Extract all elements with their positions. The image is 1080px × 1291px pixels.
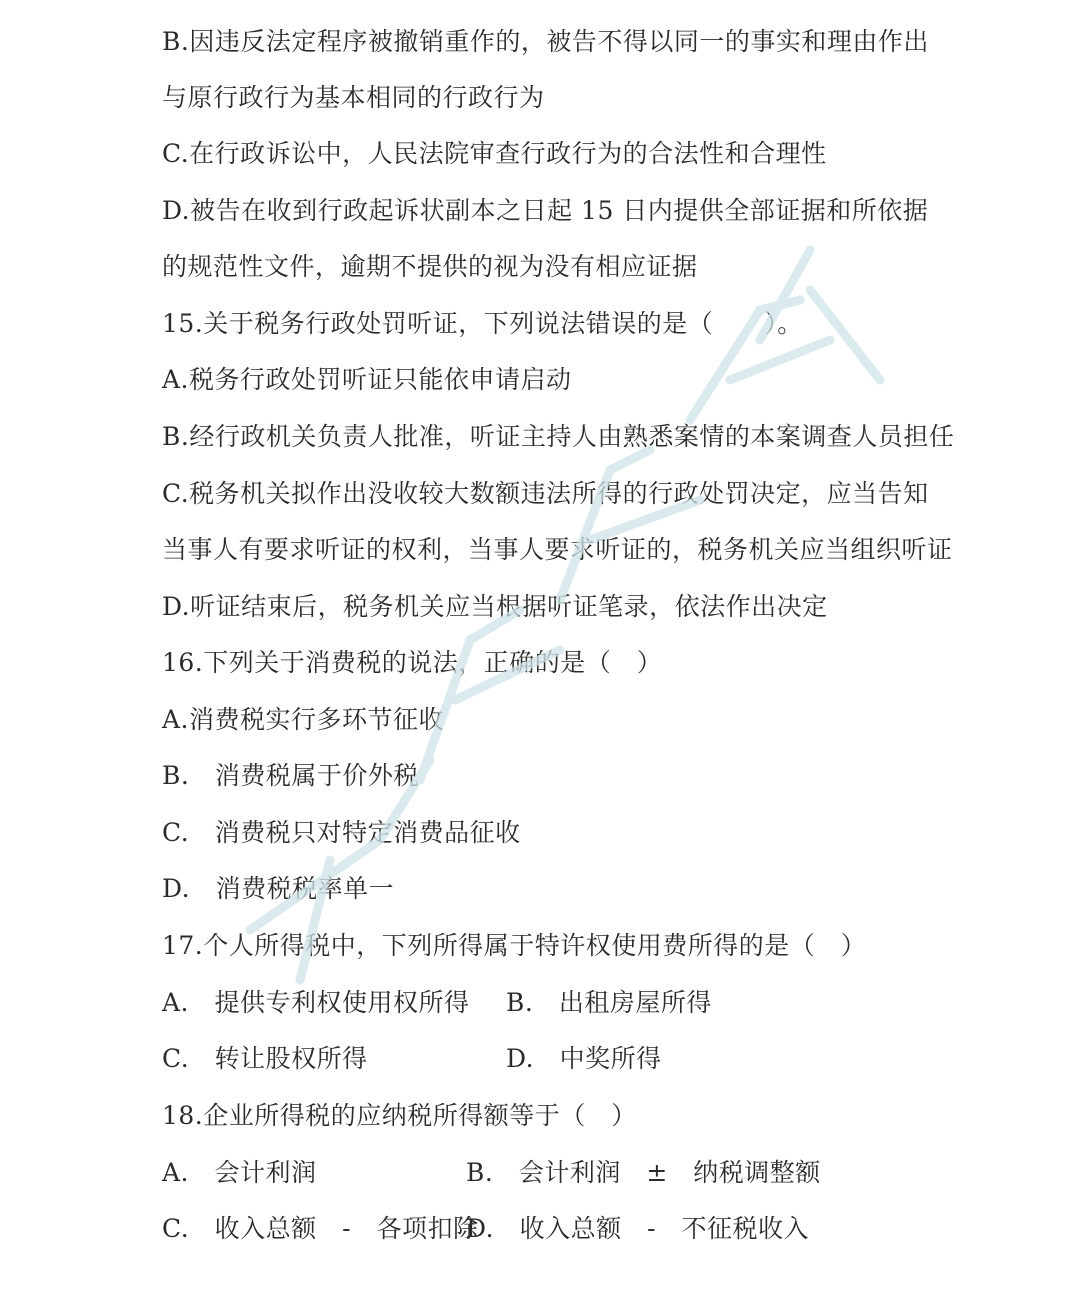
option-15a: A.税务行政处罚听证只能依申请启动 — [162, 365, 572, 394]
option-15c-line2: 当事人有要求听证的权利，当事人要求听证的，税务机关应当组织听证 — [162, 535, 953, 564]
option-14d-line1: D.被告在收到行政起诉状副本之日起 15 日内提供全部证据和所依据 — [162, 196, 929, 225]
option-18c: C. 收入总额 - 各项扣除 — [162, 1214, 479, 1243]
option-17a: A. 提供专利权使用权所得 — [162, 988, 470, 1017]
option-17d: D. 中奖所得 — [506, 1044, 662, 1073]
option-14b-line1: B.因违反法定程序被撤销重作的，被告不得以同一的事实和理由作出 — [162, 27, 929, 56]
question-18: 18.企业所得税的应纳税所得额等于（ ） — [162, 1101, 637, 1130]
option-17c: C. 转让股权所得 — [162, 1044, 368, 1073]
question-15: 15.关于税务行政处罚听证，下列说法错误的是（ ）。 — [162, 309, 803, 338]
option-15c-line1: C.税务机关拟作出没收较大数额违法所得的行政处罚决定，应当告知 — [162, 479, 929, 508]
option-16b: B. 消费税属于价外税 — [162, 761, 419, 790]
option-18d: D. 收入总额 - 不征税收入 — [466, 1214, 810, 1243]
option-16a: A.消费税实行多环节征收 — [162, 705, 445, 734]
option-16c: C. 消费税只对特定消费品征收 — [162, 818, 521, 847]
question-17: 17.个人所得税中，下列所得属于特许权使用费所得的是（ ） — [162, 931, 867, 960]
question-16: 16.下列关于消费税的说法，正确的是（ ） — [162, 648, 663, 677]
option-15d: D.听证结束后，税务机关应当根据听证笔录，依法作出决定 — [162, 592, 828, 621]
option-18b: B. 会计利润 ± 纳税调整额 — [466, 1158, 821, 1187]
option-14d-line2: 的规范性文件，逾期不提供的视为没有相应证据 — [162, 252, 698, 281]
option-14c: C.在行政诉讼中，人民法院审查行政行为的合法性和合理性 — [162, 139, 827, 168]
option-18a: A. 会计利润 — [162, 1158, 317, 1187]
option-17b: B. 出租房屋所得 — [506, 988, 712, 1017]
option-14b-line2: 与原行政行为基本相同的行政行为 — [162, 83, 545, 112]
option-15b: B.经行政机关负责人批准，听证主持人由熟悉案情的本案调查人员担任 — [162, 422, 955, 451]
option-16d: D. 消费税税率单一 — [162, 874, 395, 903]
